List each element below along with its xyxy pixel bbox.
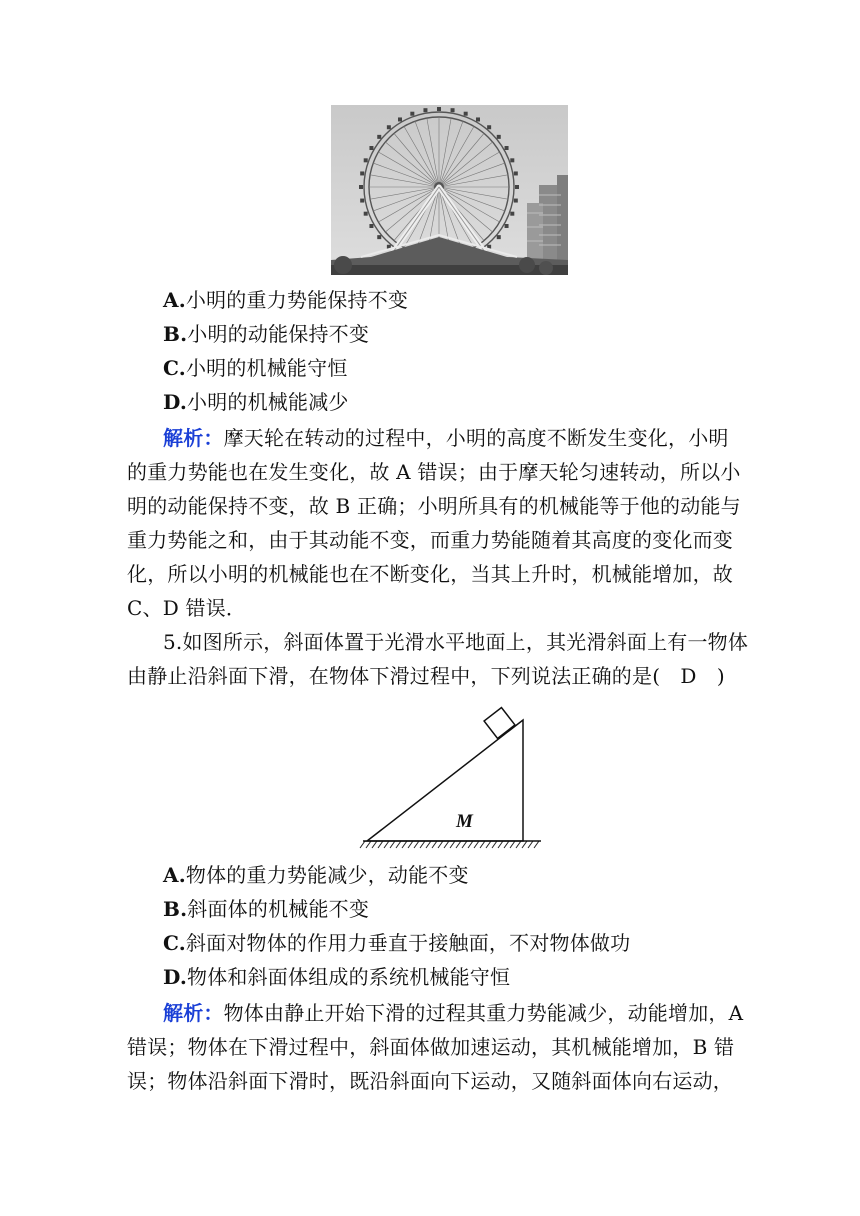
q5-option-d: D.物体和斜面体组成的系统机械能守恒 [163,965,511,989]
q4-analysis-line-4: 重力势能之和，由于其动能不变，而重力势能随着其高度的变化而变 [127,528,733,552]
q5-analysis-line-1: 解析：物体由静止开始下滑的过程其重力势能减少，动能增加，A [163,1001,744,1025]
q4-option-b: B.小明的动能保持不变 [163,322,370,346]
q5-analysis-line-3: 误；物体沿斜面下滑时，既沿斜面向下运动，又随斜面体向右运动， [127,1069,733,1093]
incline-diagram [355,695,545,855]
q4-analysis-line-2: 的重力势能也在发生变化，故 A 错误；由于摩天轮匀速转动，所以小 [127,460,741,484]
q4-analysis-line-6: C、D 错误． [127,596,247,620]
figure-label-m: M [456,811,473,832]
ground-hatching [360,841,539,848]
q5-option-c: C.斜面对物体的作用力垂直于接触面，不对物体做功 [163,931,631,955]
q4-analysis-line-1: 解析：摩天轮在转动的过程中，小明的高度不断发生变化，小明 [163,426,729,450]
q4-analysis-line-5: 化，所以小明的机械能也在不断变化，当其上升时，机械能增加，故 [127,562,733,586]
analysis-label: 解析： [163,426,224,450]
q5-option-b: B.斜面体的机械能不变 [163,897,370,921]
q5-analysis-line-2: 错误；物体在下滑过程中，斜面体做加速运动，其机械能增加，B 错 [127,1035,735,1059]
analysis-label: 解析： [163,1001,224,1025]
q4-option-a: A.小明的重力势能保持不变 [163,288,409,312]
q4-option-c: C.小明的机械能守恒 [163,356,348,380]
q4-option-d: D.小明的机械能减少 [163,390,349,414]
ferris-wheel-photo [331,105,568,275]
q5-stem-line-1: 5.如图所示，斜面体置于光滑水平地面上，其光滑斜面上有一物体 [163,630,749,654]
q5-stem-line-2: 由静止沿斜面下滑，在物体下滑过程中，下列说法正确的是( D ) [127,664,725,688]
block [484,708,515,739]
q5-option-a: A.物体的重力势能减少，动能不变 [163,863,469,887]
q4-analysis-line-3: 明的动能保持不变，故 B 正确；小明所具有的机械能等于他的动能与 [127,494,741,518]
incline-wedge [367,720,523,841]
